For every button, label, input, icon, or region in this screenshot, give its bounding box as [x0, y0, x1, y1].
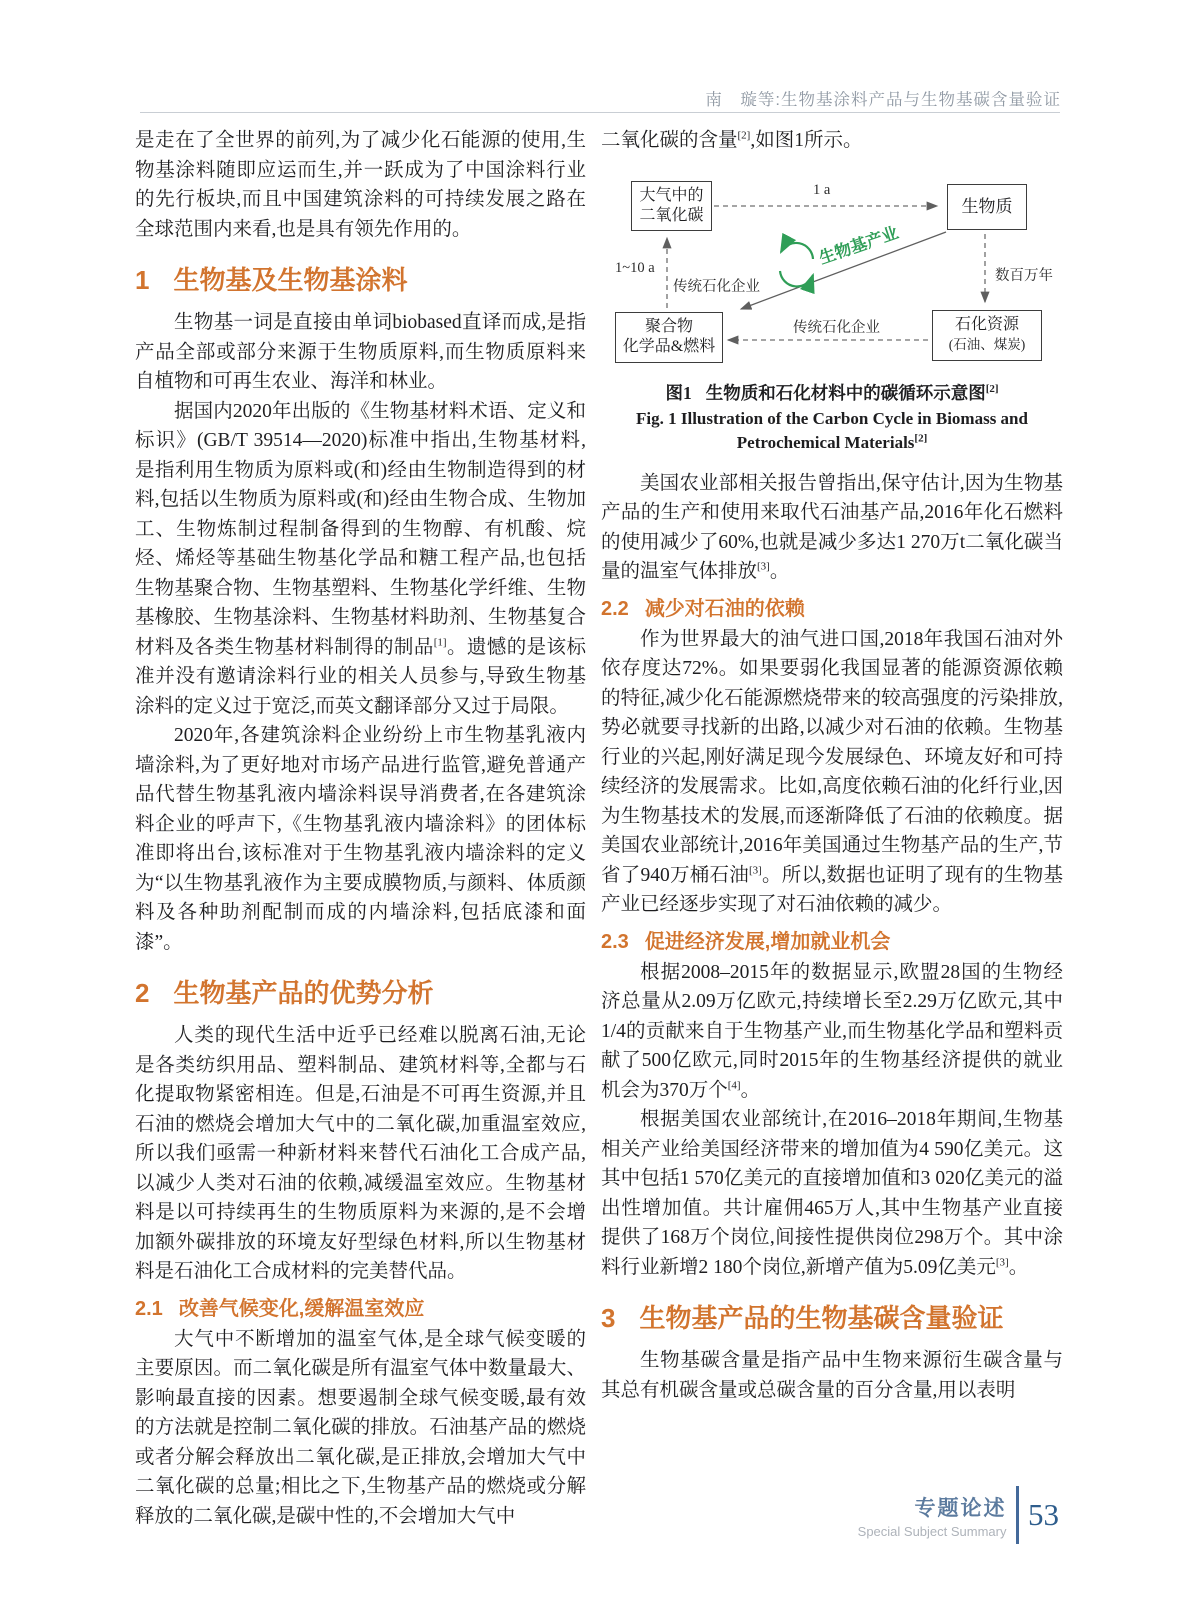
box-line: 化学品&燃料 — [622, 338, 716, 355]
paragraph-usda-report — [601, 469, 1063, 587]
section-title: 生物基产品的生物基碳含量验证 — [639, 1303, 1004, 1333]
caption-text: Petrochemical Materials — [736, 432, 915, 452]
box-line: 聚合物 — [644, 318, 693, 335]
section-2-1-heading — [135, 1292, 586, 1321]
box-line: 石化资源 — [954, 316, 1019, 333]
section-number: 2.2 — [601, 597, 629, 620]
paragraph-standard-gbt39514 — [135, 397, 586, 722]
right-column — [601, 126, 1063, 1405]
box-biomass — [947, 184, 1027, 230]
arrow-label-traditional-petchem-bottom: 传统石化企业 — [793, 319, 880, 336]
box-polymer-chemicals-fuel — [615, 312, 723, 363]
box-petrochemical-resources — [932, 310, 1042, 361]
caption-text: 生物质和石化材料中的碳循环示意图 — [705, 382, 986, 403]
citation-ref-3: [3] — [757, 560, 770, 573]
page-number: 53 — [1028, 1497, 1059, 1532]
figure-caption-en — [601, 407, 1063, 455]
section-number: 1 — [135, 265, 150, 295]
citation-ref-2: [2] — [914, 431, 928, 444]
section-number: 2.3 — [601, 930, 629, 953]
figure-1-carbon-cycle-diagram — [601, 168, 1063, 364]
section-2-heading — [135, 973, 586, 1010]
running-header: 南 璇等:生物基涂料产品与生物基碳含量验证 — [705, 91, 1061, 109]
section-2-2-heading — [601, 592, 1063, 621]
footer-section-zh: 专题论述 — [914, 1496, 1007, 1520]
caption-label: 图1 — [665, 382, 692, 403]
section-title: 生物基产品的优势分析 — [173, 978, 434, 1008]
box-line: 生物质 — [961, 196, 1013, 216]
text-run: 根据2008–2015年的数据显示,欧盟28国的生物经济总量从2.09万亿欧元,持续增长至2.29万亿欧元,其中1/4的贡献来自于生物基产业,而生物基化学品和塑料贡献了500亿欧元,同时2015年的生物基经济提供的就业机会为370万个 — [601, 961, 1063, 1101]
paragraph-biobased-definition: 生物基一词是直接由单词biobased直译而成,是指产品全部或部分来源于生物质原料,而生物质原料来自植物和可再生农业、海洋和林业。 — [135, 312, 586, 392]
figure-caption-zh — [601, 380, 1063, 405]
footer-divider-bar — [1016, 1486, 1020, 1544]
paragraph-eu-bioeconomy — [601, 958, 1063, 1106]
text-run: 。遗憾的是该标准并没有邀请涂料行业的相关人员参与,导致生物基涂料的定义过于宽泛,而英文翻译部分又过于局限。 — [135, 636, 586, 717]
text-run: 。所以,数据也证明了现有的生物基产业已经逐步实现了对石油依赖的减少。 — [601, 864, 1063, 915]
paragraph-greenhouse-gases: 大气中不断增加的温室气体,是全球气候变暖的主要原因。而二氧化碳是所有温室气体中数量最大、影响最直接的因素。想要遏制全球气候变暖,最有效的方法就是控制二氧化碳的排放。石油基产品的燃烧或者分解会释放出二氧化碳,是正排放,会增加大气中二氧化碳的总量;相比之下,生物基产品的燃烧或分解释放的二氧化碳,是碳中性的,不会增加大气中 — [135, 1328, 586, 1527]
text-run: 。 — [740, 1079, 761, 1101]
text-run: ,如图1所示。 — [750, 130, 863, 151]
section-title: 减少对石油的依赖 — [644, 597, 805, 620]
paragraph-petroleum-dependence: 人类的现代生活中近乎已经难以脱离石油,无论是各类纺织用品、塑料制品、建筑材料等,全都与石化提取物紧密相连。但是,石油是不可再生资源,并且石油的燃烧会增加大气中的二氧化碳,加重温室效应,所以我们亟需一种新材料来替代石油化工合成产品,以减少人类对石油的依赖,减缓温室效应。生物基材料是以可持续再生的生物质原料为来源的,是不会增加额外碳排放的环境友好型绿色材料,所以生物基材料是石油化工合成材料的完美替代品。 — [135, 1025, 586, 1282]
citation-ref-1: [1] — [433, 636, 447, 648]
paragraph-biobased-carbon-content: 生物基碳含量是指产品中生物来源衍生碳含量与其总有机碳含量或总碳含量的百分含量,用以表明 — [601, 1350, 1063, 1401]
arrow-label-traditional-petchem-left: 传统石化企业 — [673, 278, 760, 295]
text-run: 。 — [769, 561, 790, 582]
box-line: 大气中的 — [639, 186, 704, 204]
text-run: 根据美国农业部统计,在2016–2018年期间,生物基相关产业给美国经济带来的增加值为4 590亿美元。这其中包括1 570亿美元的直接增加值和3 020亿美元的溢出性增加值。共计雇佣465万人,其中生物基产业直接提供了168万个岗位,间接性提供岗位298万个。其中涂料行业新增2 180个岗位,新增产值为5.09亿美元 — [601, 1109, 1063, 1278]
caption-text: Fig. 1 Illustration of the Carbon Cycle in Biomass and — [636, 408, 1028, 428]
left-column — [135, 126, 586, 1531]
text-run: 。 — [1008, 1256, 1029, 1278]
citation-ref-2: [2] — [985, 382, 999, 395]
section-title: 生物基及生物基涂料 — [173, 265, 408, 295]
text-run: 二氧化碳的含量 — [601, 130, 738, 151]
citation-ref-2: [2] — [737, 129, 751, 142]
citation-ref-4: [4] — [727, 1079, 741, 1091]
arrow-label-1-10a: 1~10 a — [615, 259, 655, 276]
label-bio-based-industry: 生物基产业 — [816, 222, 901, 268]
text-run: 美国农业部相关报告曾指出,保守估计,因为生物基产品的生产和使用来取代石油基产品,2016年化石燃料的使用减少了60%,也就是减少多达1 270万t二氧化碳当量的温室气体排放 — [601, 472, 1063, 582]
header-rule — [140, 112, 1060, 113]
paragraph-intro-continuation: 是走在了全世界的前列,为了减少化石能源的使用,生物基涂料随即应运而生,并一跃成为了中国涂料行业的先行板块,而且中国建筑涂料的可持续发展之路在全球范围内来看,也是具有领先作用的。 — [135, 130, 586, 240]
text-run: 作为世界最大的油气进口国,2018年我国石油对外依存度达72%。如果要弱化我国显著的能源资源依赖的特征,减少化石能源燃烧带来的较高强度的污染排放,势必就要寻找新的出路,以减少对石油的依赖。生物基行业的兴起,刚好满足现今发展绿色、环境友好和可持续经济的发展需求。比如,高度依赖石油的化纤行业,因为生物基技术的发展,而逐渐降低了石油的依赖度。据美国农业部统计,2016年美国通过生物基产品的生产,节省了940万桶石油 — [601, 628, 1063, 886]
box-atmospheric-co2 — [631, 181, 712, 231]
citation-ref-3: [3] — [995, 1256, 1009, 1268]
section-title: 改善气候变化,缓解温室效应 — [178, 1297, 425, 1320]
paragraph-oil-import-dependence — [601, 625, 1063, 920]
arrow-label-millions-years: 数百万年 — [995, 267, 1053, 284]
box-line: (石油、煤炭) — [948, 337, 1026, 352]
section-number: 2.1 — [135, 1297, 163, 1320]
section-3-heading — [601, 1298, 1063, 1335]
arrow-label-1a: 1 a — [813, 181, 831, 198]
citation-ref-3: [3] — [748, 864, 762, 876]
text-run: 据国内2020年出版的《生物基材料术语、定义和标识》(GB/T 39514—2020)标准中指出,生物基材料,是指利用生物质为原料或(和)经由生物制造得到的材料,包括以生物质为原料或(和)经由生物合成、生物加工、生物炼制过程制备得到的生物醇、有机酸、烷烃、烯烃等基础生物基化学品和糖工程产品,也包括生物基聚合物、生物基塑料、生物基化学纤维、生物基橡胶、生物基涂料、生物基材料助剂、生物基复合材料及各类生物基材料制得的制品 — [135, 400, 586, 658]
section-title: 促进经济发展,增加就业机会 — [644, 930, 891, 953]
section-2-3-heading — [601, 925, 1063, 954]
recycle-arc-top-icon — [781, 242, 813, 258]
box-line: 二氧化碳 — [639, 206, 704, 224]
footer-section-en: Special Subject Summary — [857, 1523, 1007, 1539]
paragraph-us-bioeconomy — [601, 1105, 1063, 1282]
section-1-heading — [135, 260, 586, 297]
page-footer — [858, 1486, 1059, 1544]
footer-section-labels — [858, 1492, 1007, 1539]
paragraph-emulsion-standard: 2020年,各建筑涂料企业纷纷上市生物基乳液内墙涂料,为了更好地对市场产品进行监管,避免普通产品代替生物基乳液内墙涂料误导消费者,在各建筑涂料企业的呼声下,《生物基乳液内墙涂料》的团体标准即将出台,该标准对于生物基乳液内墙涂料的定义为“以生物基乳液作为主要成膜物质,与颜料、体质颜料及各种助剂配制而成的内墙涂料,包括底漆和面漆”。 — [135, 725, 586, 953]
paragraph-co2-continuation — [601, 126, 1063, 156]
section-number: 3 — [601, 1303, 616, 1333]
section-number: 2 — [135, 978, 150, 1008]
